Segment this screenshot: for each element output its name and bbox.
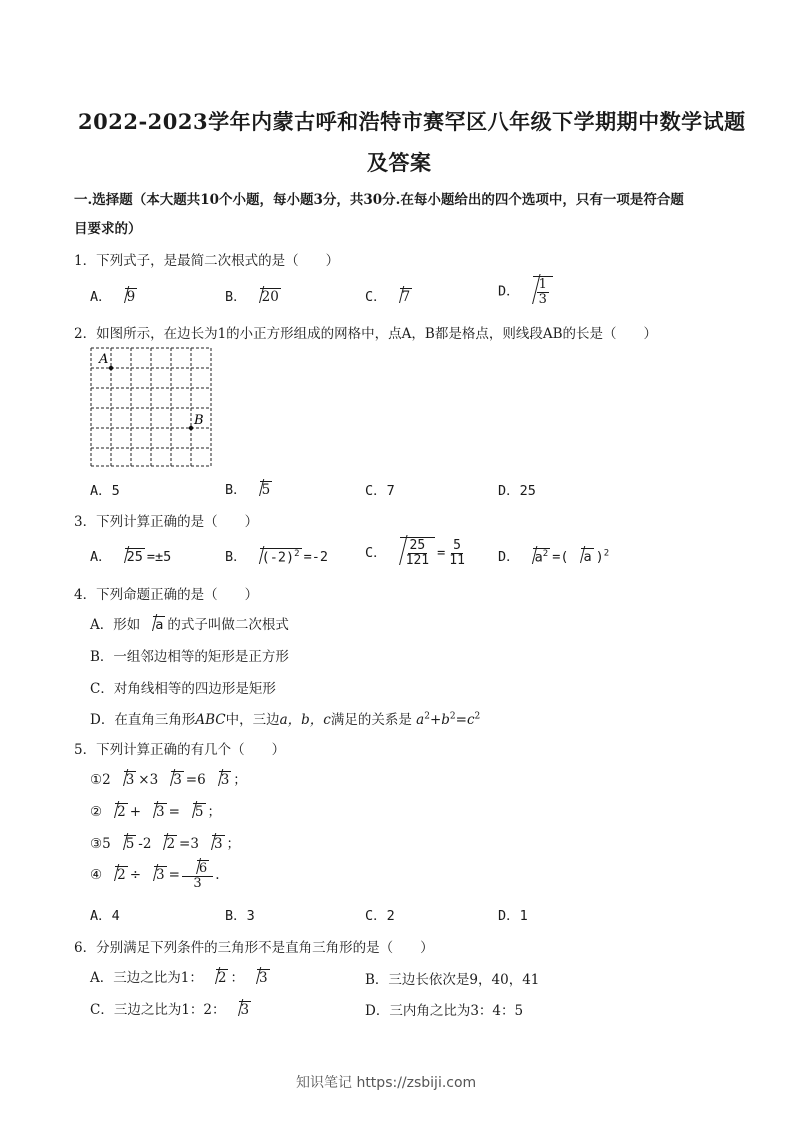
grid-figure bbox=[90, 347, 215, 469]
section-heading-line1: 一.选择题（本大题共10个小题，每小题3分，共30分.在每小题给出的四个选项中，只有一项是符合题 bbox=[74, 192, 684, 208]
radical: a bbox=[570, 548, 593, 565]
q5-item-2: ② 2 + 3 = 5 ； bbox=[90, 804, 222, 820]
q5-item-1: ①2 3 ×3 3 =6 3 ； bbox=[90, 772, 247, 788]
q3-option-b bbox=[225, 545, 328, 565]
option-label: C． bbox=[365, 289, 387, 305]
q3-option-c: C． $\frac{25}{121}$ = $\frac{5}{11}$ bbox=[365, 538, 465, 568]
radical: 2 bbox=[205, 969, 229, 986]
document-title-line2: 及答案 bbox=[367, 150, 432, 175]
expression-rest: =-2 bbox=[303, 549, 328, 565]
footer-watermark: 知识笔记 https://zsbiji.com bbox=[296, 1075, 477, 1091]
q2-option-b bbox=[225, 478, 274, 498]
section-heading-line2: 目要求的） bbox=[74, 221, 142, 237]
radical: 2 bbox=[104, 803, 128, 820]
q6-option-c: C．三边之比为1：2： 3 bbox=[90, 1002, 250, 1018]
radical: 5 bbox=[249, 481, 273, 498]
radical: 25 bbox=[114, 548, 145, 565]
option-label: C． bbox=[365, 545, 387, 562]
radical: a bbox=[142, 616, 165, 633]
radical: 20 bbox=[249, 288, 281, 305]
point-a-label: A bbox=[99, 352, 109, 367]
radical: 5 bbox=[182, 803, 206, 820]
radical: $a^2$ bbox=[522, 548, 551, 566]
option-label: A． bbox=[90, 549, 112, 565]
question-1-stem: 1．下列式子，是最简二次根式的是（ ） bbox=[74, 253, 340, 269]
radical: 3 bbox=[246, 969, 270, 986]
q5-option-c: C．2 bbox=[365, 908, 395, 924]
radical: 5 bbox=[113, 835, 137, 852]
question-5-stem: 5．下列计算正确的有几个（ ） bbox=[74, 742, 286, 758]
radical: 2 bbox=[153, 835, 177, 852]
q5-option-b: B．3 bbox=[225, 908, 255, 924]
radical: 3 bbox=[113, 771, 137, 788]
radical: 6 bbox=[186, 860, 209, 876]
question-2-stem: 2．如图所示，在边长为1的小正方形组成的网格中，点A，B都是格点，则线段AB的长是（ ） bbox=[74, 326, 658, 342]
q3-option-d: D． $a^2$ =( a )$^2$ bbox=[498, 548, 610, 565]
q4-option-c: C．对角线相等的四边形是矩形 bbox=[90, 681, 276, 697]
q5-item-4: ④ 2 ÷ 3 = $\frac{6}{3}$ . bbox=[90, 861, 220, 892]
radical: $\frac{1}{3}$ bbox=[522, 276, 553, 306]
q1-option-a bbox=[90, 285, 139, 305]
question-4-stem: 4．下列命题正确的是（ ） bbox=[74, 587, 259, 603]
radical: 3 bbox=[160, 771, 184, 788]
q1-option-b bbox=[225, 285, 283, 305]
point-b bbox=[189, 426, 193, 430]
option-label: D． bbox=[498, 549, 520, 565]
q5-option-a: A．4 bbox=[90, 908, 120, 924]
q4-option-d: D．在直角三角形ABC中，三边a，b，c满足的关系是 $a^2+b^2=c^2$ bbox=[90, 711, 481, 728]
q1-option-c bbox=[365, 285, 414, 305]
q6-option-a: A．三边之比为1： 2 ： 3 bbox=[90, 970, 268, 986]
radical: 7 bbox=[389, 288, 413, 305]
point-a bbox=[109, 366, 113, 370]
q2-option-a: A．5 bbox=[90, 483, 120, 499]
radical: $(-2)^2$ bbox=[249, 548, 302, 566]
radical: 3 bbox=[201, 835, 225, 852]
radical: 9 bbox=[114, 288, 138, 305]
q5-option-d: D．1 bbox=[498, 908, 528, 924]
q4-option-a: A．形如 a 的式子叫做二次根式 bbox=[90, 617, 289, 633]
q5-item-3: ③5 5 -2 2 =3 3 ； bbox=[90, 836, 241, 852]
question-6-stem: 6．分别满足下列条件的三角形不是直角三角形的是（ ） bbox=[74, 940, 434, 956]
radical: 3 bbox=[228, 1001, 252, 1018]
radical: 2 bbox=[104, 866, 128, 883]
q3-option-a bbox=[90, 545, 171, 565]
radical: 3 bbox=[208, 771, 232, 788]
q6-option-d: D．三内角之比为3：4：5 bbox=[365, 1003, 524, 1019]
q1-option-d bbox=[498, 276, 555, 306]
option-label: B． bbox=[225, 482, 247, 498]
option-label: B． bbox=[225, 549, 247, 565]
option-label: B． bbox=[225, 289, 247, 305]
q4-option-b: B．一组邻边相等的矩形是正方形 bbox=[90, 649, 289, 665]
q2-option-d: D．25 bbox=[498, 483, 536, 499]
question-3-stem: 3．下列计算正确的是（ ） bbox=[74, 514, 259, 530]
q6-option-b: B．三边长依次是9，40，41 bbox=[365, 972, 540, 988]
document-title-line1: 2022-2023学年内蒙古呼和浩特市赛罕区八年级下学期期中数学试题 bbox=[78, 109, 746, 134]
radical: 3 bbox=[143, 866, 167, 883]
point-b-label: B bbox=[194, 413, 204, 428]
q2-option-c: C．7 bbox=[365, 483, 395, 499]
radical: 3 bbox=[143, 803, 167, 820]
option-label: A． bbox=[90, 289, 112, 305]
radical: $\frac{25}{121}$ bbox=[389, 537, 435, 567]
option-label: D． bbox=[498, 283, 520, 300]
expression-rest: =±5 bbox=[146, 549, 172, 565]
